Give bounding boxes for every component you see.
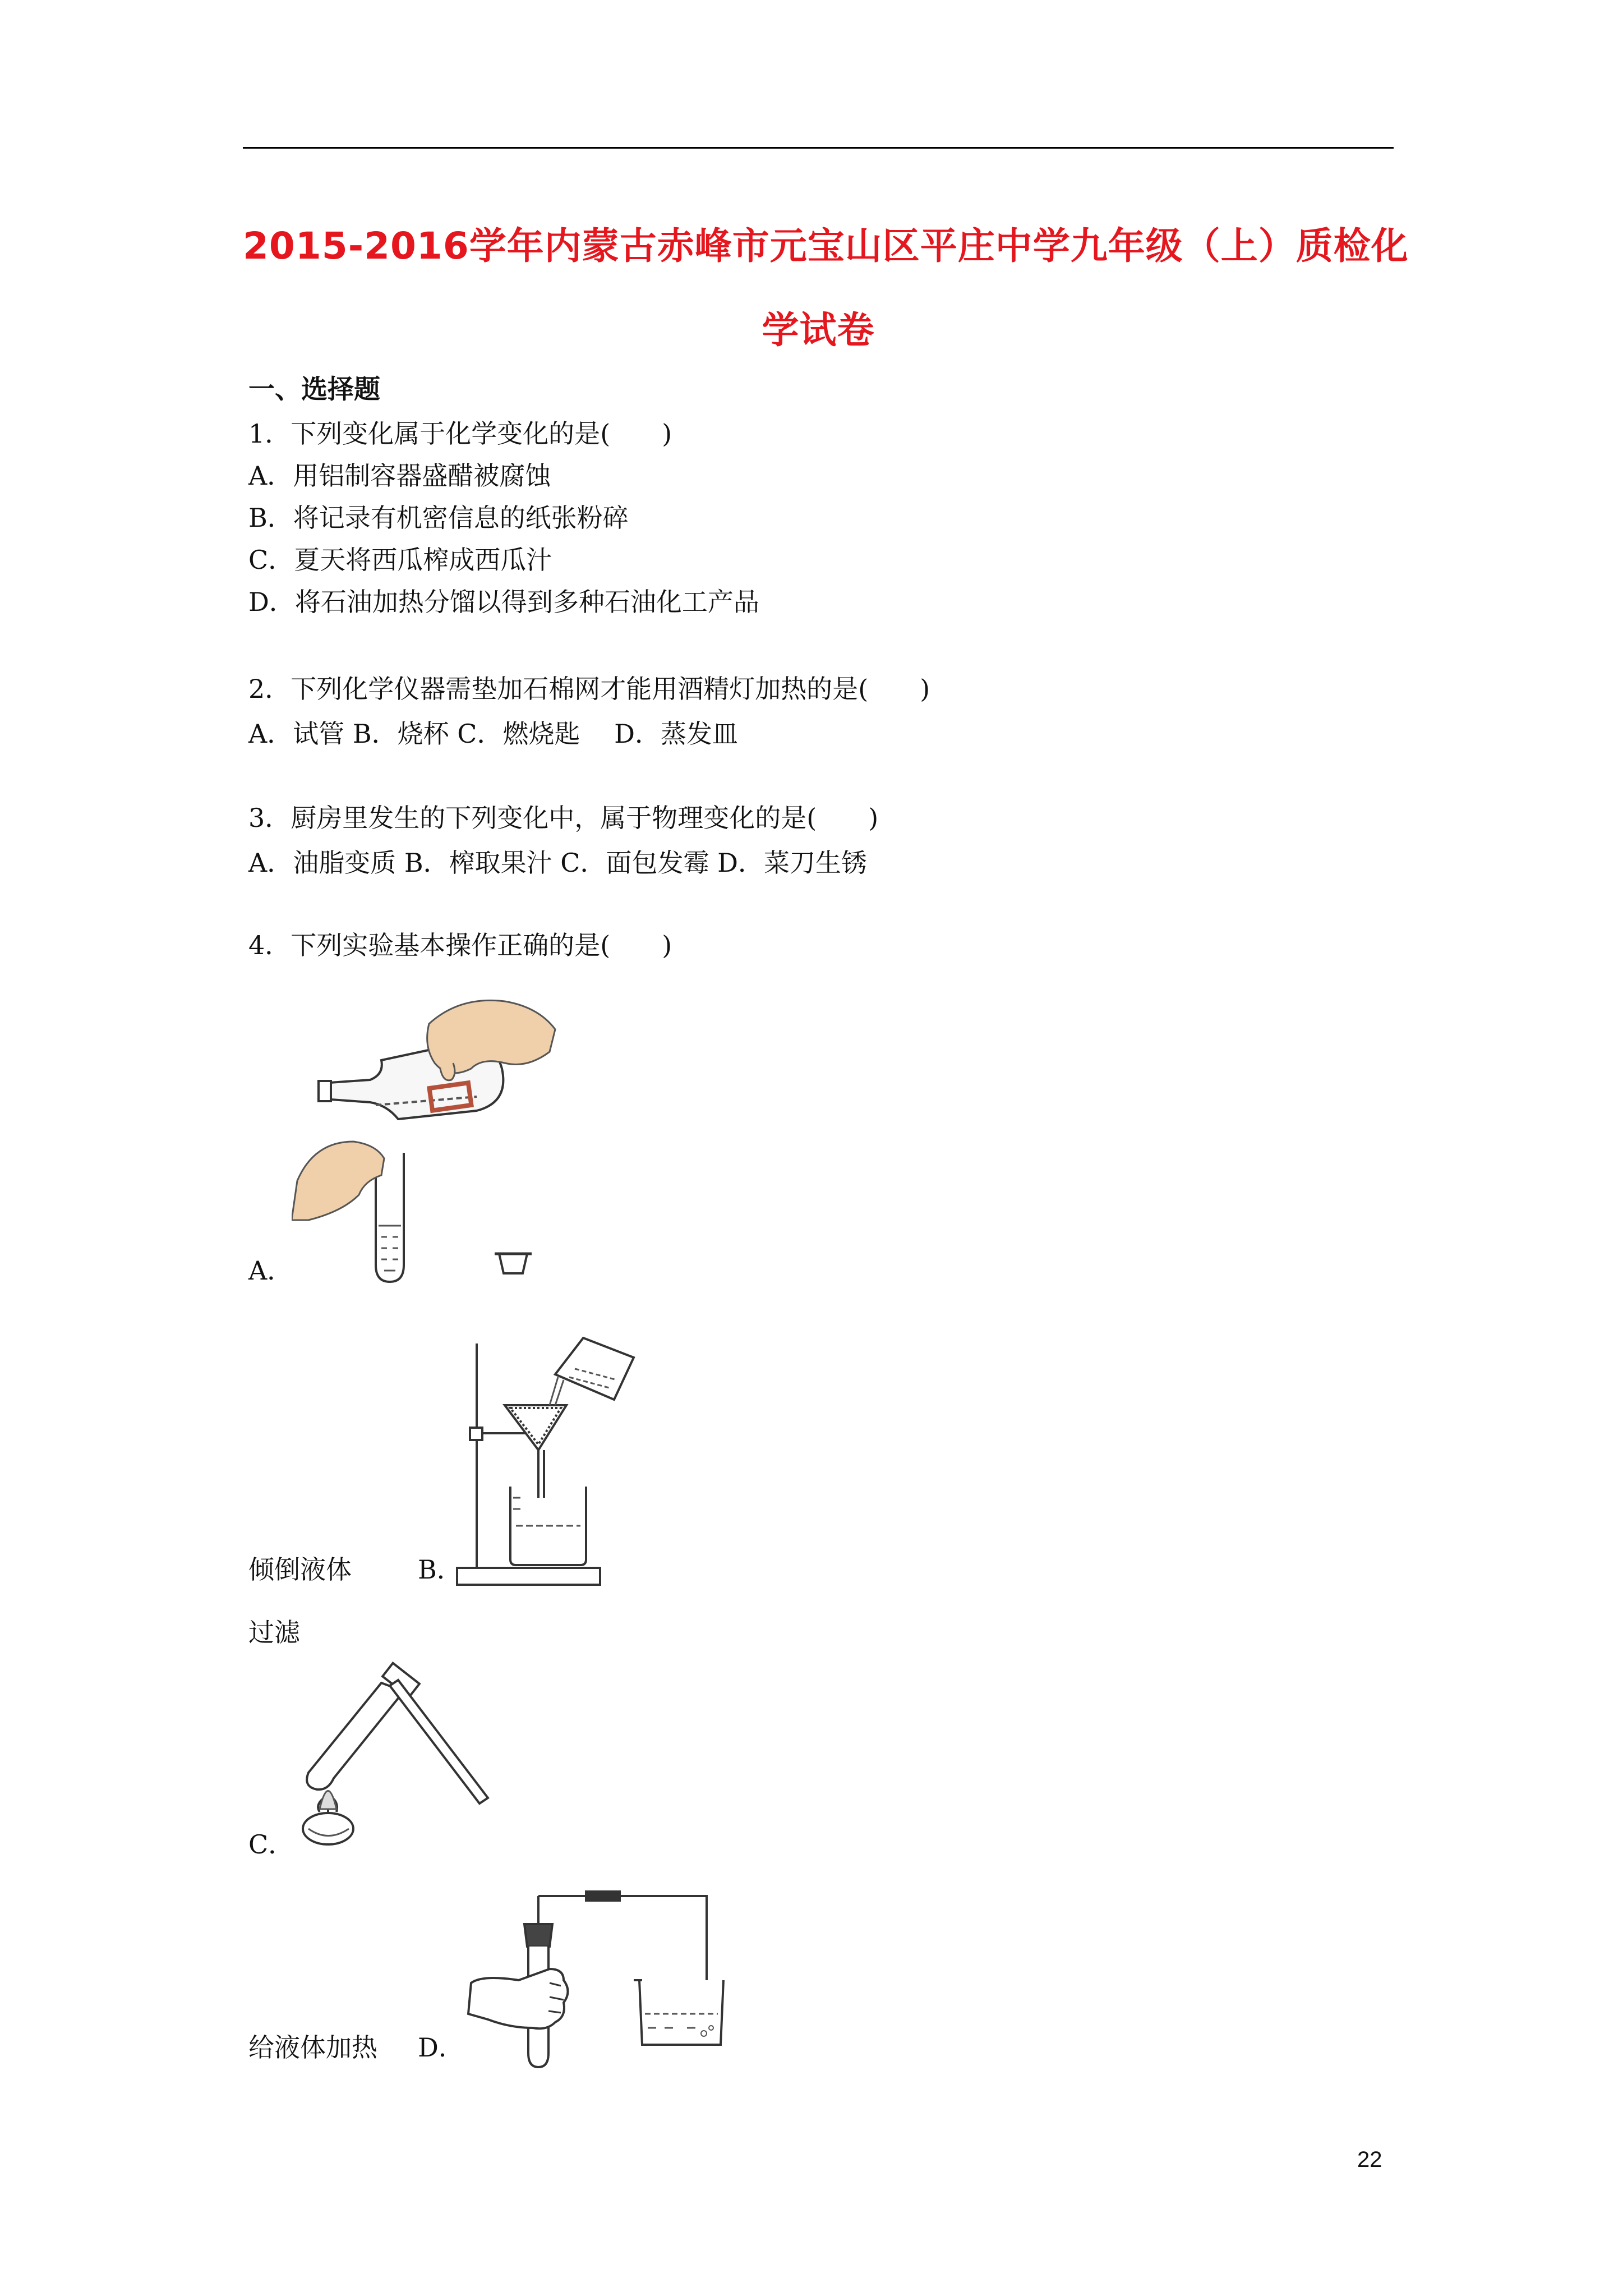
q1-option-a: A．用铝制容器盛醋被腐蚀 [248,461,551,491]
q3-stem: 3．厨房里发生的下列变化中，属于物理变化的是( ) [248,803,879,833]
page-number: 22 [1357,2147,1382,2172]
q1-option-c: C．夏天将西瓜榨成西瓜汁 [248,545,552,575]
filtration-figure [454,1335,639,1588]
q1-stem: 1．下列变化属于化学变化的是( ) [248,418,672,449]
heating-liquid-figure [297,1660,499,1874]
q4-option-c-label: C． [248,1829,294,1860]
q4-option-b-label: B． [418,1554,463,1585]
airtightness-check-figure [465,1885,729,2076]
q4-stem: 4．下列实验基本操作正确的是( ) [248,930,672,960]
q1-option-d: D．将石油加热分馏以得到多种石油化工产品 [248,587,759,617]
q3-options: A．油脂变质 B．榨取果汁 C．面包发霉 D．菜刀生锈 [248,848,867,878]
page-title-line1: 2015-2016学年内蒙古赤峰市元宝山区平庄中学九年级（上）质检化 [243,224,1409,268]
q4-option-a-caption: 倾倒液体 [248,1554,352,1585]
q2-stem: 2．下列化学仪器需垫加石棉网才能用酒精灯加热的是( ) [248,674,930,704]
page-title-line2: 学试卷 [762,309,875,352]
q1-option-b: B．将记录有机密信息的纸张粉碎 [248,503,629,533]
section-heading: 一、选择题 [248,374,380,405]
q4-option-d-label: D． [418,2032,464,2063]
pouring-liquid-figure [292,984,583,1299]
q4-option-b-caption: 过滤 [248,1617,300,1648]
q4-option-c-caption: 给液体加热 [248,2032,377,2063]
q4-option-a-label: A． [248,1255,293,1286]
q2-options: A．试管 B．烧杯 C．燃烧匙 D．蒸发皿 [248,719,738,749]
header-rule [243,147,1394,149]
